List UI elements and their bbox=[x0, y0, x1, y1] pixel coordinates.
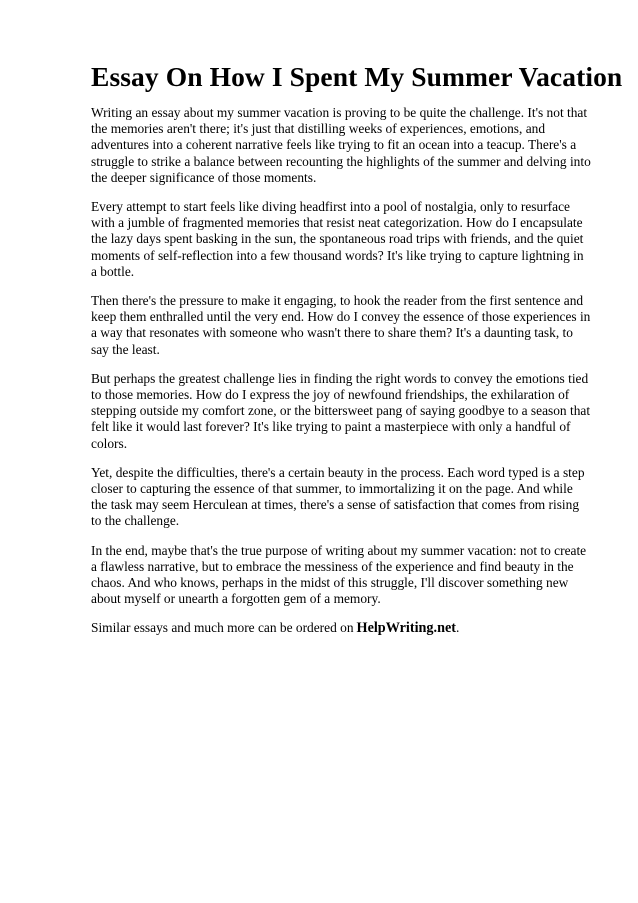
footer-suffix: . bbox=[455, 620, 460, 636]
essay-paragraph-6: In the end, maybe that's the true purpose of writing about my summer vacation: not to create a flawless narrative, but to embrace the messiness of the experience and find beauty in the chaos. And who knows, perhaps in the midst of this struggle, I'll discover something new about myself or unearth a forgotten gem of a memory. bbox=[91, 542, 587, 607]
essay-paragraph-5: Yet, despite the difficulties, there's a certain beauty in the process. Each word typed is a step closer to capturing the essence of that summer, to immortalizing it on the page. And while the task may seem Herculean at times, there's a sense of satisfaction that comes from rising to the challenge. bbox=[91, 464, 585, 529]
footer-line bbox=[91, 620, 592, 636]
helpwriting-link[interactable]: HelpWriting.net bbox=[356, 620, 456, 637]
essay-paragraph-4: But perhaps the greatest challenge lies in finding the right words to convey the emotions tied to those memories. How do I express the joy of newfound friendships, the exhilaration of stepping outside my comfort zone, or the bittersweet pang of saying goodbye to a season that felt like it would last forever? It's like trying to paint a masterpiece with only a handful of colors. bbox=[91, 370, 591, 451]
essay-paragraph-2: Every attempt to start feels like diving headfirst into a pool of nostalgia, only to resurface with a jumble of fragmented memories that resist neat categorization. How do I encapsulate the lazy days spent basking in the sun, the spontaneous road trips with friends, and the quiet moments of self-reflection into a few thousand words? It's like trying to capture lightning in a bottle. bbox=[91, 199, 584, 279]
essay-title: Essay On How I Spent My Summer Vacation bbox=[91, 61, 623, 92]
footer-text: Similar essays and much more can be ordered on bbox=[91, 620, 354, 636]
essay-paragraph-1: Writing an essay about my summer vacation is proving to be quite the challenge. It's not that the memories aren't there; it's just that distilling weeks of experiences, emotions, and adventures into a coherent narrative feels like trying to fit an ocean into a teacup. There's a struggle to strike a balance between recounting the highlights of the summer and delving into the deeper significance of those moments. bbox=[91, 105, 591, 185]
essay-paragraph-3: Then there's the pressure to make it engaging, to hook the reader from the first sentence and keep them enthralled until the very end. How do I convey the essence of those experiences in a way that resonates with someone who wasn't there to share them? It's a daunting task, to say the least. bbox=[91, 293, 591, 357]
